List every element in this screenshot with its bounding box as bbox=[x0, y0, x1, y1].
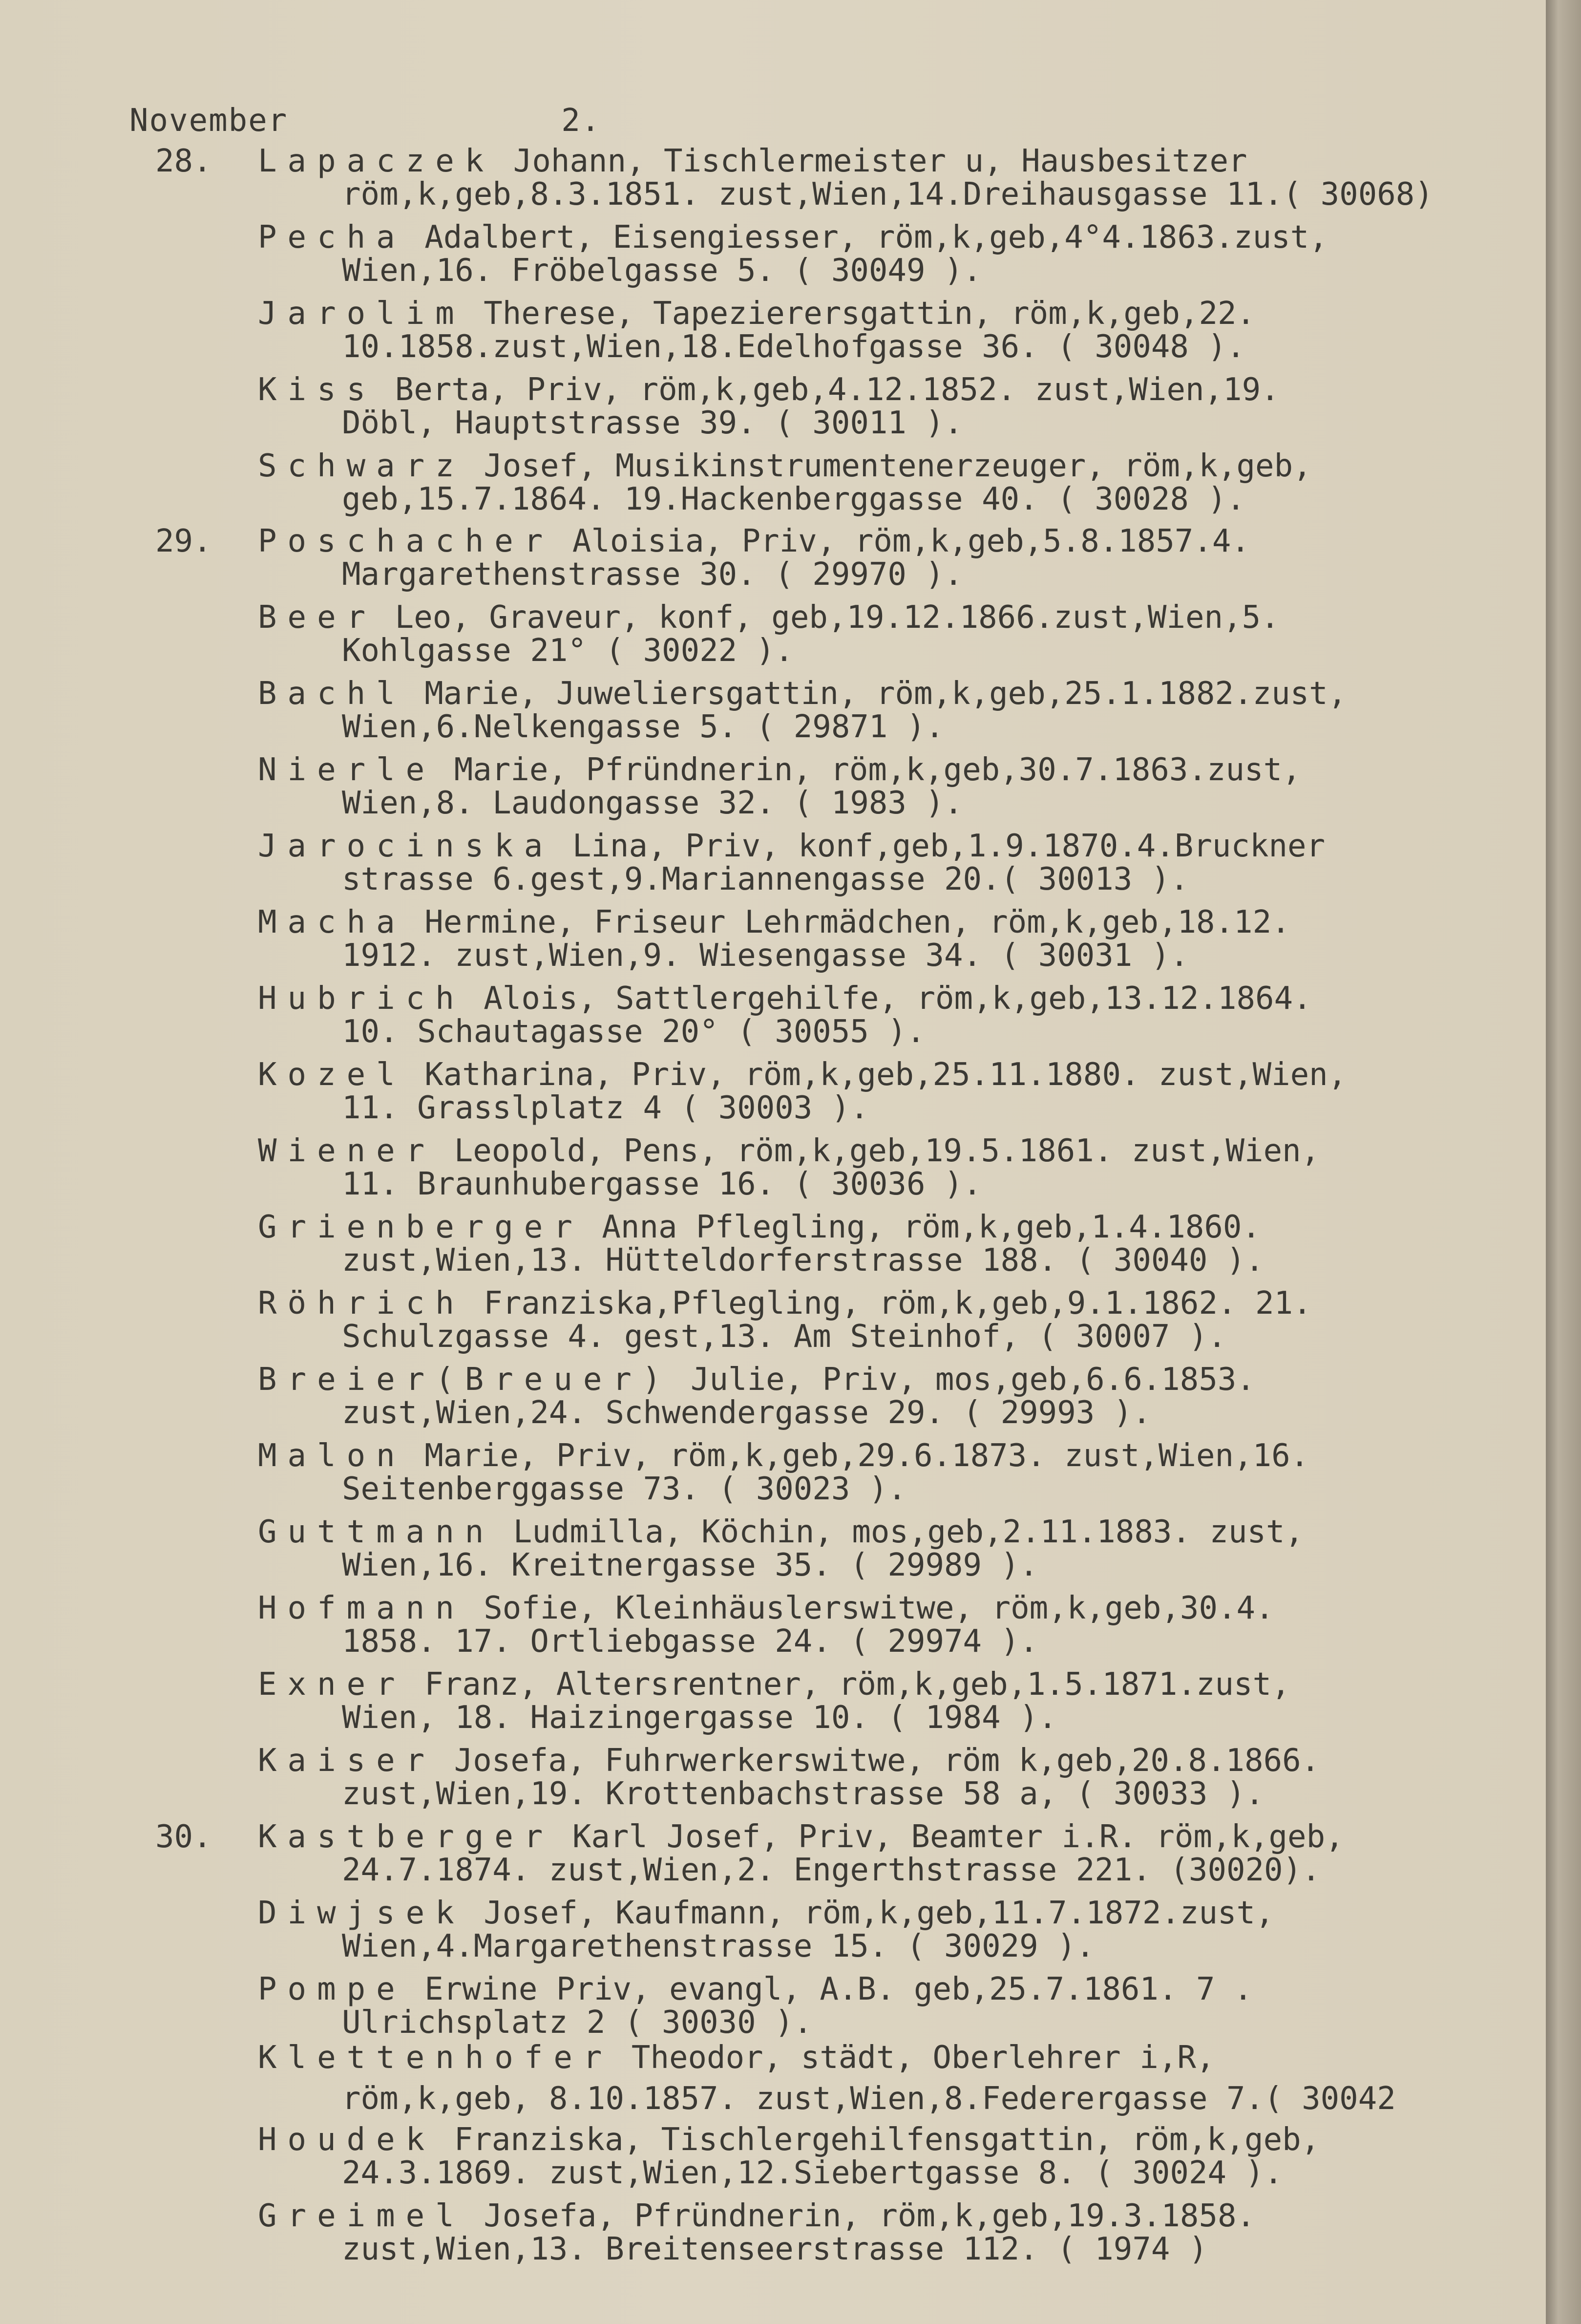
entry-surname: Houdek bbox=[258, 2122, 436, 2158]
entry-text: Julie, Priv, mos,geb,6.6.1853. bbox=[690, 1362, 1255, 1398]
entry-surname: Breier(Breuer) bbox=[258, 1362, 672, 1398]
entry-text: Marie, Juweliersgattin, röm,k,geb,25.1.1882.zust, bbox=[424, 676, 1347, 712]
entry-surname: Pecha bbox=[258, 219, 406, 256]
entry-text: Johann, Tischlermeister u, Hausbesitzer bbox=[513, 143, 1247, 179]
page-header bbox=[129, 103, 601, 139]
entry-surname: Grienberger bbox=[258, 1209, 583, 1245]
entry-text: Franz, Altersrentner, röm,k,geb,1.5.1871.zust, bbox=[424, 1666, 1290, 1703]
entry-text: Anna Pflegling, röm,k,geb,1.4.1860. bbox=[602, 1209, 1261, 1245]
entry-surname: Hofmann bbox=[258, 1590, 465, 1626]
entry-text: Marie, Pfründnerin, röm,k,geb,30.7.1863.zust, bbox=[454, 752, 1301, 788]
entry-text: Katharina, Priv, röm,k,geb,25.11.1880. zust,Wien, bbox=[424, 1057, 1347, 1093]
entry-surname: Bachl bbox=[258, 676, 406, 712]
entry-text: Sofie, Kleinhäuslerswitwe, röm,k,geb,30.4. bbox=[484, 1590, 1274, 1626]
entry-surname: Exner bbox=[258, 1666, 406, 1703]
entry-surname: Nierle bbox=[258, 752, 436, 788]
entry-text: Marie, Priv, röm,k,geb,29.6.1873. zust,Wien,16. bbox=[424, 1438, 1309, 1474]
entry-text: Josefa, Fuhrwerkerswitwe, röm k,geb,20.8.1866. bbox=[454, 1743, 1320, 1779]
entry-text: Lina, Priv, konf,geb,1.9.1870.4.Bruckner bbox=[572, 828, 1326, 864]
entry-surname: Klettenhofer bbox=[258, 2040, 613, 2076]
entry-text: Franziska, Tischlergehilfensgattin, röm,k,geb, bbox=[454, 2122, 1320, 2158]
entry-surname: Diwjsek bbox=[258, 1895, 465, 1931]
entry-text: Therese, Tapezierersgattin, röm,k,geb,22. bbox=[484, 296, 1256, 332]
entry-text: Josefa, Pfründnerin, röm,k,geb,19.3.1858. bbox=[484, 2198, 1256, 2234]
entry-surname: Lapaczek bbox=[258, 143, 495, 179]
entry-surname: Beer bbox=[258, 599, 377, 636]
entry-text: Alois, Sattlergehilfe, röm,k,geb,13.12.1864. bbox=[484, 981, 1312, 1017]
entry-surname: Jarolim bbox=[258, 296, 465, 332]
entry-surname: Kozel bbox=[258, 1057, 406, 1093]
entry-text: Theodor, städt, Oberlehrer i,R, bbox=[631, 2040, 1215, 2076]
entry-surname: Macha bbox=[258, 904, 406, 940]
entry-surname: Poschacher bbox=[258, 523, 554, 559]
entry-text: Aloisia, Priv, röm,k,geb,5.8.1857.4. bbox=[572, 523, 1250, 559]
entry-surname: Malon bbox=[258, 1438, 406, 1474]
entry-surname: Pompe bbox=[258, 1971, 406, 2007]
entry-surname: Greimel bbox=[258, 2198, 465, 2234]
entry-text: Berta, Priv, röm,k,geb,4.12.1852. zust,Wien,19. bbox=[395, 372, 1280, 408]
entry-text: Josef, Musikinstrumentenerzeuger, röm,k,geb, bbox=[484, 448, 1312, 484]
entry-surname: Kastberger bbox=[258, 1819, 554, 1855]
entry-date: 28. bbox=[155, 143, 212, 179]
entry-text: Josef, Kaufmann, röm,k,geb,11.7.1872.zust, bbox=[484, 1895, 1274, 1931]
entry-surname: Hubrich bbox=[258, 981, 465, 1017]
entry-text: Ludmilla, Köchin, mos,geb,2.11.1883. zust, bbox=[513, 1514, 1304, 1550]
entry-text: Hermine, Friseur Lehrmädchen, röm,k,geb,18.12. bbox=[424, 904, 1290, 940]
page-edge bbox=[1546, 0, 1581, 2324]
entry-text: Leopold, Pens, röm,k,geb,19.5.1861. zust,Wien, bbox=[454, 1133, 1320, 1169]
entry-date: 29. bbox=[155, 523, 212, 559]
entry-surname: Guttmann bbox=[258, 1514, 495, 1550]
entry-text: Adalbert, Eisengiesser, röm,k,geb,4°4.1863.zust, bbox=[424, 219, 1328, 256]
entry-date: 30. bbox=[155, 1819, 212, 1855]
entry-text: Karl Josef, Priv, Beamter i.R. röm,k,geb, bbox=[572, 1819, 1344, 1855]
entry-text: Franziska,Pflegling, röm,k,geb,9.1.1862. 21. bbox=[484, 1285, 1312, 1322]
page-number: 2. bbox=[561, 103, 601, 139]
entry-surname: Röhrich bbox=[258, 1285, 465, 1322]
entry-surname: Jarocinska bbox=[258, 828, 554, 864]
entry-text: Erwine Priv, evangl, A.B. geb,25.7.1861. 7 . bbox=[424, 1971, 1253, 2007]
entry-surname: Kaiser bbox=[258, 1743, 436, 1779]
entry-surname: Wiener bbox=[258, 1133, 436, 1169]
entry-surname: Schwarz bbox=[258, 448, 465, 484]
header-month: November bbox=[129, 103, 288, 139]
entry-text: Leo, Graveur, konf, geb,19.12.1866.zust,Wien,5. bbox=[395, 599, 1280, 636]
entry-surname: Kiss bbox=[258, 372, 377, 408]
